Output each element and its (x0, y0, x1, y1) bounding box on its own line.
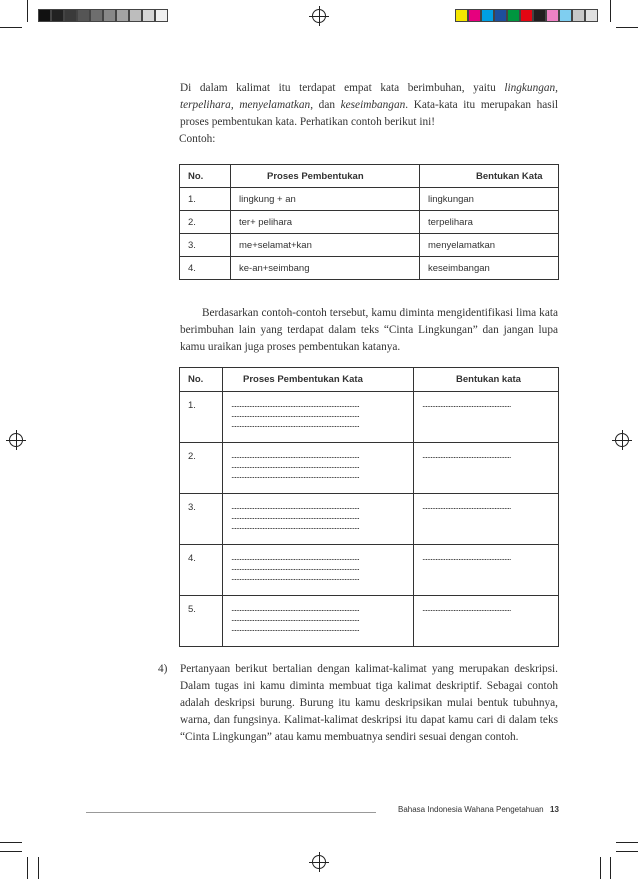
crop-mark (600, 857, 601, 879)
header-bentukan: Bentukan Kata (420, 165, 559, 188)
grayscale-color-bar (38, 9, 168, 22)
blank-proses-cell[interactable] (223, 494, 414, 545)
blank-proses-cell[interactable] (223, 545, 414, 596)
table-row (180, 257, 559, 280)
crop-mark (610, 857, 611, 879)
color-swatch (129, 9, 142, 22)
cell-no: 3. (180, 494, 223, 545)
blank-bentukan-cell[interactable] (414, 392, 559, 443)
dotted-blank-line: .............................................................................. (231, 522, 359, 532)
table-row (180, 234, 559, 257)
color-swatch (507, 9, 520, 22)
dotted-blank-line: .............................................................................. (231, 553, 359, 563)
color-swatch (546, 9, 559, 22)
blank-proses-cell[interactable] (223, 443, 414, 494)
cell-no: 2. (180, 443, 223, 494)
dotted-blank-line: ...................................................... (422, 502, 511, 512)
color-swatch (38, 9, 51, 22)
dotted-blank-line: .............................................................................. (231, 410, 359, 420)
dotted-blank-line: .............................................................................. (231, 461, 359, 471)
dotted-blank-line: .............................................................................. (231, 573, 359, 583)
dotted-blank-line: ...................................................... (422, 553, 511, 563)
blank-proses-cell[interactable] (223, 392, 414, 443)
crop-mark (616, 842, 638, 843)
cell-no: 2. (180, 211, 231, 234)
crop-mark (27, 0, 28, 22)
process-color-bar (455, 9, 598, 22)
crop-mark (0, 27, 22, 28)
table-row (180, 545, 559, 596)
crop-mark (27, 857, 28, 879)
color-swatch (77, 9, 90, 22)
cell-bentukan: keseimbangan (420, 257, 559, 280)
blank-bentukan-cell[interactable] (414, 494, 559, 545)
cell-proses: lingkung + an (231, 188, 420, 211)
exercise-table (179, 367, 559, 647)
color-swatch (494, 9, 507, 22)
color-swatch (103, 9, 116, 22)
color-swatch (572, 9, 585, 22)
header-proses: Proses Pembentukan (231, 165, 420, 188)
table-row (180, 188, 559, 211)
cell-no: 5. (180, 596, 223, 647)
dotted-blank-line: ...................................................... (422, 451, 511, 461)
crop-mark (610, 0, 611, 22)
registration-mark-icon (615, 433, 629, 447)
color-swatch (481, 9, 494, 22)
color-swatch (468, 9, 481, 22)
page-number: 13 (550, 805, 559, 814)
dotted-blank-line: .............................................................................. (231, 614, 359, 624)
crop-mark (0, 842, 22, 843)
color-swatch (142, 9, 155, 22)
color-swatch (520, 9, 533, 22)
registration-mark-icon (9, 433, 23, 447)
header-no: No. (180, 165, 231, 188)
blank-bentukan-cell[interactable] (414, 545, 559, 596)
cell-bentukan: terpelihara (420, 211, 559, 234)
dotted-blank-line: .............................................................................. (231, 563, 359, 573)
dotted-blank-line: .............................................................................. (231, 624, 359, 634)
cell-no: 4. (180, 545, 223, 596)
crop-mark (616, 851, 638, 852)
header-proses-kata: Proses Pembentukan Kata (223, 368, 414, 392)
example-table (179, 164, 559, 280)
cell-proses: ter+ pelihara (231, 211, 420, 234)
color-swatch (155, 9, 168, 22)
contoh-label: Contoh: (179, 133, 216, 145)
header-bentukan-kata: Bentukan kata (414, 368, 559, 392)
cell-proses: ke-an+seimbang (231, 257, 420, 280)
cell-no: 1. (180, 188, 231, 211)
item4-paragraph: Pertanyaan berikut bertalian dengan kalimat-kalimat yang merupakan deskripsi. Dalam tugas ini kamu diminta membuat tiga kalimat deskriptif. Sebagai contoh adalah deskripsi burung. Burung itu kamu deskripsikan mulai bentuk tubuhnya, warna, dan fungsinya. Kalimat-kalimat deskripsi itu dapat kamu cari di dalam teks “Cinta Lingkungan” atau kamu membuatnya sendiri sesuai dengan contoh. (180, 663, 558, 743)
dotted-blank-line: .............................................................................. (231, 420, 359, 430)
cell-proses: me+selamat+kan (231, 234, 420, 257)
color-swatch (559, 9, 572, 22)
cell-no: 4. (180, 257, 231, 280)
cell-no: 1. (180, 392, 223, 443)
color-swatch (116, 9, 129, 22)
table-row (180, 596, 559, 647)
registration-mark-icon (312, 855, 326, 869)
footer-rule (86, 812, 376, 813)
dotted-blank-line: .............................................................................. (231, 471, 359, 481)
dotted-blank-line: .............................................................................. (231, 502, 359, 512)
instruction-paragraph: Berdasarkan contoh-contoh tersebut, kamu diminta mengidentifikasi lima kata berimbuhan lain yang terdapat dalam teks “Cinta Lingkungan” dan jangan lupa kamu uraikan juga proses pembentukan katanya. (180, 307, 558, 353)
dotted-blank-line: .............................................................................. (231, 604, 359, 614)
crop-mark (616, 27, 638, 28)
blank-bentukan-cell[interactable] (414, 596, 559, 647)
cell-bentukan: lingkungan (420, 188, 559, 211)
color-swatch (455, 9, 468, 22)
header-no: No. (180, 368, 223, 392)
crop-mark (0, 851, 22, 852)
item-number: 4) (158, 663, 168, 675)
registration-mark-icon (312, 9, 326, 23)
dotted-blank-line: ...................................................... (422, 604, 511, 614)
dotted-blank-line: .............................................................................. (231, 400, 359, 410)
cell-no: 3. (180, 234, 231, 257)
table-row (180, 494, 559, 545)
color-swatch (585, 9, 598, 22)
color-swatch (533, 9, 546, 22)
cell-bentukan: menyelamatkan (420, 234, 559, 257)
blank-bentukan-cell[interactable] (414, 443, 559, 494)
table-row (180, 443, 559, 494)
dotted-blank-line: .............................................................................. (231, 512, 359, 522)
table-row (180, 211, 559, 234)
crop-mark (38, 857, 39, 879)
color-swatch (51, 9, 64, 22)
footer-book-title: Bahasa Indonesia Wahana Pengetahuan (398, 805, 544, 814)
intro-paragraph: Di dalam kalimat itu terdapat empat kata berimbuhan, yaitu lingkungan, terpelihara, menyelamatkan, dan keseimbangan. Kata-kata itu merupakan hasil proses pembentukan kata. Perhatikan contoh berikut ini! (180, 82, 558, 128)
table-row (180, 392, 559, 443)
blank-proses-cell[interactable] (223, 596, 414, 647)
dotted-blank-line: ...................................................... (422, 400, 511, 410)
dotted-blank-line: .............................................................................. (231, 451, 359, 461)
color-swatch (90, 9, 103, 22)
color-swatch (64, 9, 77, 22)
